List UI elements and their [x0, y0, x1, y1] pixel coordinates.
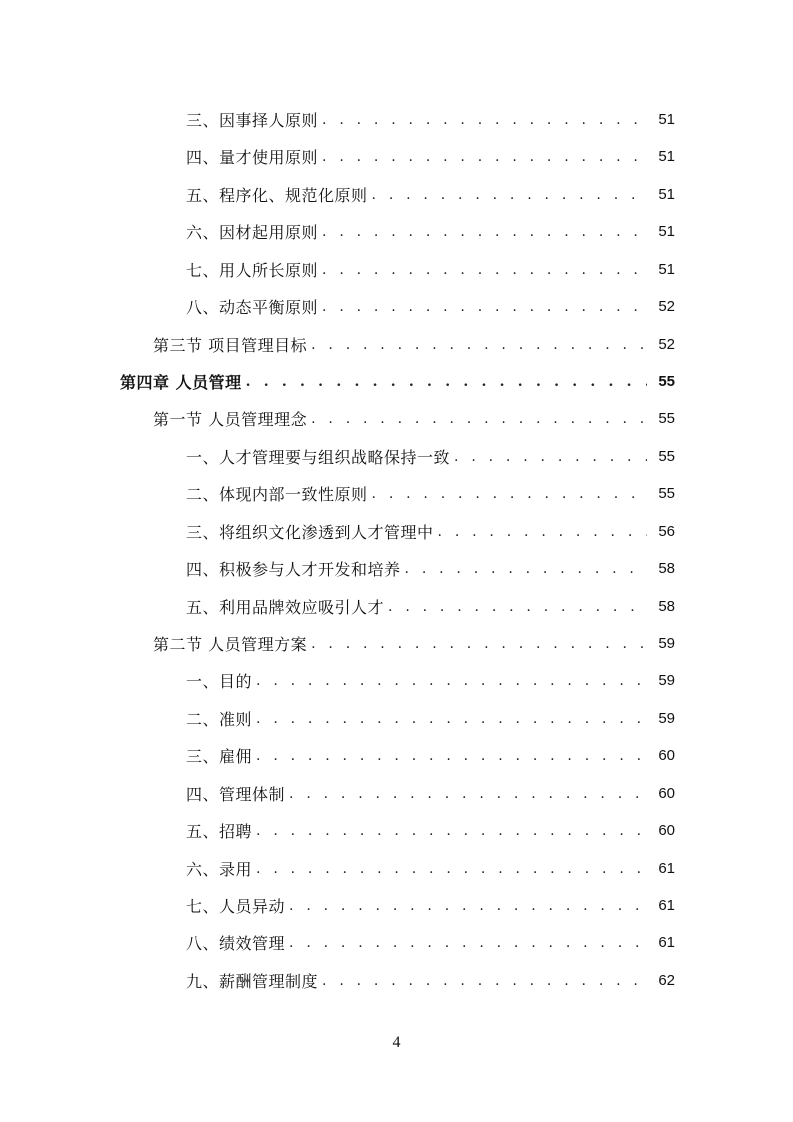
toc-entry-title: 一、目的 — [186, 672, 253, 691]
toc-entry[interactable] — [186, 662, 675, 699]
dot-leader — [256, 823, 647, 839]
toc-entry-page: 55 — [658, 373, 675, 390]
toc-entry-title: 三、因事择人原则 — [186, 111, 319, 130]
toc-entry-page: 58 — [658, 598, 675, 615]
toc-entry-page: 61 — [658, 860, 675, 877]
toc-entry[interactable] — [186, 550, 675, 587]
page-number: 4 — [392, 1034, 401, 1051]
toc-entry-page: 62 — [658, 972, 675, 989]
toc-entry-page: 52 — [658, 298, 675, 315]
toc-entry[interactable] — [186, 438, 675, 475]
toc-entry-page: 51 — [658, 261, 675, 278]
toc-entry-page: 60 — [658, 822, 675, 839]
toc-entry-title: 五、程序化、规范化原则 — [186, 186, 368, 205]
toc-entry[interactable] — [186, 924, 675, 961]
dot-leader — [322, 973, 647, 989]
dot-leader — [256, 711, 647, 727]
toc-entry[interactable] — [186, 962, 675, 999]
toc-entry-title: 一、人才管理要与组织战略保持一致 — [186, 448, 451, 467]
toc-entry-title: 二、准则 — [186, 710, 253, 729]
toc-entry-page: 55 — [658, 410, 675, 427]
dot-leader — [454, 449, 647, 465]
toc-entry-page: 60 — [658, 747, 675, 764]
toc-entry[interactable] — [186, 475, 675, 512]
toc-entry-title: 第三节 项目管理目标 — [153, 336, 308, 355]
toc-entry-page: 59 — [658, 710, 675, 727]
dot-leader — [322, 262, 647, 278]
toc-entry-page: 51 — [658, 148, 675, 165]
toc-entry-page: 56 — [658, 523, 675, 540]
toc-entry-title: 六、录用 — [186, 860, 253, 879]
toc-entry-page: 51 — [658, 223, 675, 240]
toc-entry[interactable] — [186, 213, 675, 250]
toc-entry-title: 七、用人所长原则 — [186, 261, 319, 280]
dot-leader — [311, 411, 647, 427]
toc-entry[interactable] — [186, 850, 675, 887]
dot-leader — [438, 524, 647, 540]
toc-entry-page: 61 — [658, 897, 675, 914]
toc-entry-title: 四、量才使用原则 — [186, 148, 319, 167]
dot-leader — [289, 935, 647, 951]
dot-leader — [322, 224, 647, 240]
toc-entry[interactable] — [186, 775, 675, 812]
toc-entry-title: 五、招聘 — [186, 822, 253, 841]
dot-leader — [322, 149, 647, 165]
dot-leader — [311, 337, 647, 353]
toc-entry-title: 五、利用品牌效应吸引人才 — [186, 598, 385, 617]
toc-entry-title: 七、人员异动 — [186, 897, 286, 916]
toc-entry-title: 八、绩效管理 — [186, 934, 286, 953]
toc-entry-title: 三、雇佣 — [186, 747, 253, 766]
toc-entry-title: 六、因材起用原则 — [186, 223, 319, 242]
toc-entry-title: 八、动态平衡原则 — [186, 298, 319, 317]
toc-entry[interactable] — [186, 588, 675, 625]
toc-entry[interactable] — [186, 737, 675, 774]
dot-leader — [388, 599, 647, 615]
dot-leader — [289, 786, 647, 802]
toc-entry-title: 四、管理体制 — [186, 785, 286, 804]
dot-leader — [256, 673, 647, 689]
toc-entry-page: 59 — [658, 672, 675, 689]
dot-leader — [372, 187, 647, 203]
toc-entry[interactable] — [186, 138, 675, 175]
toc-entry[interactable] — [186, 812, 675, 849]
dot-leader — [256, 748, 647, 764]
toc-entry[interactable] — [186, 513, 675, 550]
toc-entry-page: 59 — [658, 635, 675, 652]
toc-entry[interactable] — [153, 400, 675, 437]
toc-entry[interactable] — [186, 700, 675, 737]
dot-leader — [372, 486, 647, 502]
toc-entry-page: 61 — [658, 934, 675, 951]
dot-leader — [322, 299, 647, 315]
toc-entry[interactable] — [186, 176, 675, 213]
toc-entry[interactable] — [186, 887, 675, 924]
toc-entry-title: 三、将组织文化渗透到人才管理中 — [186, 523, 434, 542]
toc-entry-title: 九、薪酬管理制度 — [186, 972, 319, 991]
dot-leader — [311, 636, 647, 652]
dot-leader — [246, 374, 647, 390]
dot-leader — [256, 861, 647, 877]
toc-entry-page: 60 — [658, 785, 675, 802]
toc-entry[interactable] — [186, 251, 675, 288]
toc-entry[interactable] — [186, 101, 675, 138]
toc-entry-title: 第二节 人员管理方案 — [153, 635, 308, 654]
toc-entry-page: 55 — [658, 485, 675, 502]
toc-entry-title: 第四章 人员管理 — [120, 373, 242, 392]
toc-entry[interactable] — [153, 625, 675, 662]
toc-entry-page: 52 — [658, 336, 675, 353]
dot-leader — [405, 561, 647, 577]
toc-chapter-entry[interactable] — [120, 363, 675, 400]
dot-leader — [289, 898, 647, 914]
dot-leader — [322, 112, 647, 128]
toc-entry-title: 第一节 人员管理理念 — [153, 410, 308, 429]
toc-entry-title: 四、积极参与人才开发和培养 — [186, 560, 401, 579]
toc-entry-page: 55 — [658, 448, 675, 465]
toc-entry-page: 51 — [658, 111, 675, 128]
toc-entry-page: 51 — [658, 186, 675, 203]
toc-entry[interactable] — [153, 326, 675, 363]
toc-entry-title: 二、体现内部一致性原则 — [186, 485, 368, 504]
toc-entry-page: 58 — [658, 560, 675, 577]
toc-entry[interactable] — [186, 288, 675, 325]
